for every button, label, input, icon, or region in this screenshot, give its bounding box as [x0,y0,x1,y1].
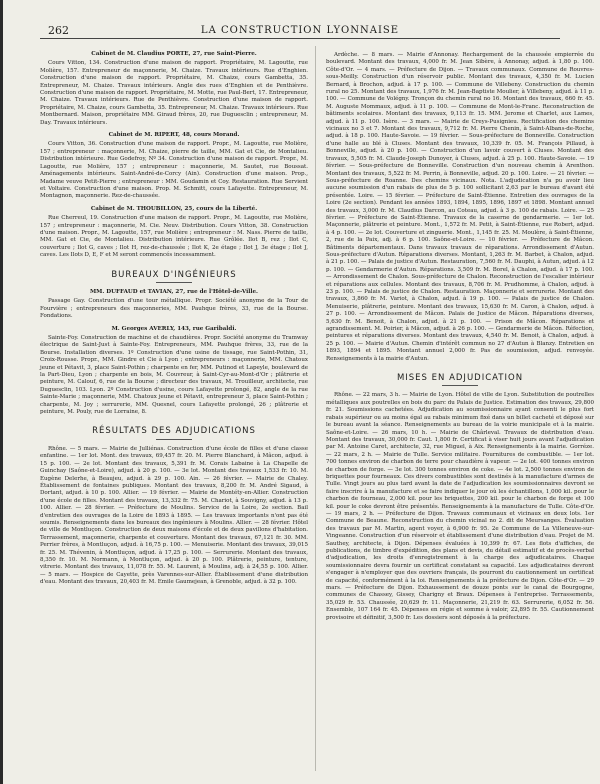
office-heading: M. Georges AVERLY, 143, rue Garibaldi. [111,325,237,332]
results-entries: Rhône. — 5 mars. — Mairie de Julliénas. Construction d'une école de filles et d'une classe enfantine. — 1er lot. Mont. des travaux, 69,457 fr. 20. M. Pierre Blanchard, à Mâcon, adjud. à 15 p. 100. — 2e lot. Montant des travaux, 5,391 fr. M. Corais Labaine à La Chapelle de Guinchay (Saône-et-Loire), adjud. à 20 p. 100. — 3e lot. Montant des travaux 1,533 fr. 10. M. Eugène Delerhe, à Beaujeu, adjud. à 29 p. 100. Ain. — 26 février. — Mairie de Chaley. Établissement de fontaines publiques. Montant des travaux, 8,200 fr. M. André Sigaud, à Dortant, adjud. à 10 p. 100. Allier. — 19 février. — Mairie de Montéty-en-Allier. Construction d'une école de filles. Montant des travaux, 13,332 fr. 75. M. Chariot, à Souvigny, adjud. à 13 p. 100. Allier. — 28 février. — Préfecture de Moulins. Service de la Loire, 2e section. Bail d'entretien des ouvrages de la Loire de 1893 à 1895. — Les travaux importants n'ont pas été soumis. Renseignements dans les bureaux des ingénieurs à Moulins. Allier. — 28 février. Hôtel de ville de Montluçon. Construction de deux maisons d'école et de deux pavillons d'habitation. Terrassement, maçonnerie, charpente et couverture. Montant des travaux, 67,121 fr. 30. MM. Perrier frères, à Montluçon, adjud. à 16,75 p. 100. — Menuiserie. Montant des travaux, 39,015 fr. 25. M. Thévenin, à Montluçon, adjud. à 17,25 p. 100. — Serrurerie. Montant des travaux, 8,350 fr. 10. M. Normann, à Montluçon, adjud. à 20 p. 100. Plâtrerie, peinture, tenture, vitrerie. Montant des travaux, 11,078 fr. 55. M. Laurent, à Moulins, adj. à 24,55 p. 100. Allier. — 5 mars. — Hospice de Cayette, près Varennes-sur-Allier. Établissement d'une distribution d'eau. Montant des travaux, 20,403 fr. M. Emile Gaumejean, à Grenoble, adjud. à 32 p. 100. [40,445,308,586]
office-heading: Cabinet de M. Claudius PORTE, 27, rue Saint-Pierre. [91,51,257,57]
section-title-engineers: BUREAUX D'INGÉNIEURS [111,269,237,280]
office-heading: Cabinet de M. THOUBILLON, 25, cours de la Liberté. [90,205,258,212]
left-column [40,46,308,587]
tender-entries: Rhône. — 22 mars, 3 h. — Mairie de Lyon. Hôtel de ville de Lyon. Substitution de poutrelles métalliques aux poutrelles en bois du parc du Palais de Justice. Estimation des travaux, 29,800 fr. 21. Soumissions cachetées. Adjudication au soumissionnaire ayant consenti le plus fort rabais supérieur ou au moins égal au rabais minimum fixé dans un billet cacheté et déposé sur le bureau avant la séance. Renseignements au bureau de la voirie municipale et à la mairie. Saône-et-Loire. — 26 mars, 10 h. — Mairie de Chârleval. Travaux de distribution d'eau. Montant des travaux, 30,000 fr. Caut. 1,800 fr. Certificat à viser huit jours avant l'adjudication par M. Antoine Caret, architecte, 32, rue Miguel, à Aix. Renseignements à la mairie. Gorréze. — 22 mars, 2 h. — Mairie de Tulle. Service militaire. Fournitures de combustible. — 1er lot. 700 tonnes environ de charbon de terre pour chaudière à vapeur. — 2e lot. 400 tonnes environ de charbon de forge. — 3e lot. 300 tonnes environ de coke. — 4e lot. 2,500 tonnes environ de briquettes pour fourneaux. Ces divers combustibles sont destinés à la manufacture d'armes de Tulle. Vingt jours au plus tard avant la date de l'adjudication les soumissionnaires devront se faire inscrire à la manufacture et se faire indiquer le jour où les échantillons, 1,000 kil. pour le charbon de fourneau, 2,000 kil. pour les briquettes, 200 kil. pour le charbon de forge et 100 kil. pour le coke devront être présentés. Renseignements à la manufacture de Tulle. Côte-d'Or. — 19 mars, 2 h. — Préfecture de Dijon. Travaux communaux et vicinaux en deux lots. 1er Commune de Beaune. Reconstruction du chemin vicinal no 2. dit de Meursanges. Évaluation des travaux par M. Martin, agent voyer, à 6,900 fr. 95. 2e Commune de La Villeneuve-sur-Vingeanne. Construction d'un réservoir et établissement d'une distribution d'eau. Projet de M. Sauthey, architecte, à Dijon. Dépenses évaluées à 10,399 fr. 67. Les flots d'affiches, de publications, de timbre d'expédition, des plans et devis, du détail estimatif et de procès-verbal d'adjudication, les droits d'enregistrement à la charge des adjudicataires. Chaque soumissionnaire devra fournir un certificat constatant sa capacité. Les adjudicataires devront s'engager à n'employer que des ouvriers français, ils pourront du cautionnement un certificat de capacité, conformément à la loi. Renseignements à la préfecture de Dijon. Côte-d'Or. — 29 mars. — Préfecture de Dijon. Exhaussement de douze ponts sur le canal de Bourgogne, communes de Chassey, Gissey, Charigny et Braux. Dépenses à l'entreprise. Terrassements, 35,029 fr. 53. Chaussée, 20,629 fr. 11. Maçonnerie, 21,219 fr. 63. Serrurerie, 6,052 fr. 56. Ensemble, 107 164 fr. 45. Dépenses en régie et somme à valoir, 22,895 fr. 55. Cautionnement provisoire et définitif, 3,500 fr. Les dossiers sont déposés à la préfecture. [326,392,594,621]
section-rule [156,439,192,440]
office-entries: Sainte-Foy. Construction de machine et de chaudières. Propr. Société anonyme du Tramway électrique de Saint-Just à Sainte-Foy. Entrepreneurs, MM. Pauhque frères, 33, rue de la Bourse. Installation diverses. 1º Construction d'une usine de tissage, rue Saint-Pothin, 31, Croix-Rousse. Propr., MM. Gindre et Cie à Lyon ; entrepreneurs : maçonnerie, MM. Chatoux jeune et Pétavit, 3, place Saint-Pothin ; charpente en fer, MM. Putinod et Lapeyle, boulevard de la Part-Dieu, Lyon ; charpente en bois, M. Couvreur, à Saint-Cyr-au-Mont-d'Or ; plâtrerie et peinture, M. Calouf, 6, rue de la Bourse ; directeur des travaux, M. Trouilleur, architecte, rue Duguesclin, 103. Lyon. 2º Construction d'usine, cours Lafayette prolongé, 82, angle de la rue Sainte-Marie ; maçonnerie, MM. Chatoux jeune et Pétavit, entrepreneur 3, place Saint-Pothin ; charpente, M. Joy ; serrurerie, MM. Quesnel, cours Lafayette prolongé, 26 ; plâtrerie et peinture, M. Pouly, rue de Lorraine, 8. [40,335,308,416]
office-entries: Cours Vitton, 36. Construction d'une maison de rapport. Propr., M. Lagoutte, rue Molière, 157 ; entrepreneur : maçonnerie, M. Chaize, pierre de taille, MM. Gat et Cie, de Montalieu. Distribution intérieure. Rue Godefroy, Nº 34. Construction d'une maison de rapport. Propr., M. Lagoutte, rue Molière, 157 ; entrepreneur : maçonnerie, M. Sautet, rue Boussat. Aménagements intérieurs. Saint-André-de-Corcy (Ain). Construction d'une maison. Prop., Madame veuve Petit-Pierre ; entrepreneur : MM. Goudamin et Coy. Restauration. Rue Servient et Voltaire. Construction d'une maison. Prop. M. Schmitt, cours Lafayette. Entrepreneur, M. Montagnon, maçonnerie. Rez-de-chaussée. [40,141,308,200]
section-rule [156,282,192,283]
binding-edge [0,0,3,784]
office-entries: Rue Cherreul, 19. Construction d'une maison de rapport. Propr., M. Lagoutte, rue Molière, 157 ; entrepreneur : maçonnerie, M. Cie. Neuv. Distribution. Cours Vitton, 38. Construction d'une maison. Propr., M. Lagoutte, 157, rue Molière ; entrepreneur : M. Nass. Pierre de taille, MM. Gat et Cie, de Montalieu. Distribution intérieure. Rue Grôlée. Ilot B, rez ; Ilot C, couverture ; Ilot G, caves ; Ilot H, rez-de-chaussée ; Ilot K, 2e étage ; Ilot J, 3e étage ; Ilot J, caves. Les Ilots D, E, F et M seront commencés incessamment. [40,215,308,259]
running-header [40,18,560,39]
office-entries: Cours Vitton, 134. Construction d'une maison de rapport. Propriétaire, M. Lagoutte, rue Molière, 157. Entrepreneur de maçonnerie, M. Chaize. Travaux intérieurs. Rue d'Enghien. Construction d'une maison de rapport. Propriétaire, M. Chaize, cours Gambetta, 35. Entrepreneur, M. Chaize. Travaux intérieurs. Angle des rues d'Enghien et de Penthièvre. Construction d'une maison de rapport. Propriétaire, M. Motte, rue Paul-Bert, 17. Entrepreneur, M. Chaize. Travaux intérieurs. Rue de Penthièvre. Construction d'une maison de rapport. Propriétaire, M. Chaize, cours Gambetta, 35. Entrepreneur, M. Chaize. Travaux intérieurs. Rue Montbernard. Maison, propriétaire MM. Giraud frères, 20, rue Duguesclin ; entrepreneur, M. Day. Travaux intérieurs. [40,60,308,126]
results-entries: Ardèche. — 8 mars. — Mairie d'Annonay. Rechargement de la chaussée empierrée du boulevard. Montant des travaux, 4,000 fr. M. Jean Sibère, à Annonay, adjud. à 1,80 p. 100. Côte-d'Or. — 4 mars. — Préfecture de Dijon. — Travaux communaux. Commune de Rouvres-sous-Meilly. Construction d'un réservoir public. Montant des travaux, 4,350 fr. M. Lucien Bernard, à Brochon, adjud. à 17 p. 100. — Commune de Villebeny. Construction du chemin rural no 25. Montant des travaux, 1,976 fr. M. Jean-Baptiste Moulier, à Villebeny, adjud. à 11 p. 100. — Commune de Volégny. Tronçon du chemin rural no 16. Montant des travaux, 660 fr. 45. M. Auguste Mommaux, adjud. à 11 p. 100. — Commune de Mont-le-Franc. Reconstruction de bâtiments scolaires. Montant des travaux, 9,113 fr. 15. MM. Jerome et Charlet, aux Lames, adjud. à 11 p. 100. Isère. — 3 mars. — Mairie de Creys-Pusignieu. Rectification des chemins vicinaux no 3 et 7. Montant des travaux, 9,712 fr. M. Pierre Chenin, à Saint-Albans-de-Roche, adjud. à 18 p. 100. Haute-Savoie. — 19 février. — Sous-préfecture de Bonneville. Construction d'une halle au blé à Cluses. Montant des travaux, 10,339 fr. 05. M. François Pillaud, à Bonneville, adjud. à 20 p. 100. — Construction d'un lavoir couvert à Cluses. Montant des travaux, 5,505 fr. M. Claude-Joseph Dunoyer, à Cluses, adjud. à 25 p. 100. Haute-Savoie. — 19 février. — Sous-préfecture de Bonneville. Construction d'un nouveau chemin à Arenthon. Montant des travaux, 5,522 fr. M. Perrin, à Bonneville, adjud. 20 p. 100. Loire. — 21 février. — Sous-préfecture de Roanne. Des chemins vicinaux. Nota. L'adjudication n'a pu avoir lieu aucune soumission d'un rabais de plus de 5 p. 100 sollicitant 2,63 par le bureau d'avant été présentée. Loire. — 15 février. — Préfecture de Saint-Étienne. Entretien des ouvrages de la Loire (2e section). Pendant les années 1893, 1894, 1895, 1896, 1897 et 1898. Montant annuel des travaux, 3,000 fr. M. Claudius Darcon, au Coteau, adjud. à 3 p. 100 de rabais. Loire. — 25 février. — Préfecture de Saint-Étienne. Travaux de la caserne de gendarmerie. — 1er lot. Maçonnerie, plâtrerie et peinture. Mont., 1,572 fr. M. Petit, à Saint-Étienne, rue Robert, adjud. à 4 p. 100. — 2e lot. Couverture et zinguerie. Mont., 1,145 fr. 25. M. Moulère, à Saint-Étienne, 2, rue de la Paix, adj. à 6 p. 100. Saône-et-Loire. — 10 février. — Préfecture de Mâcon. Bâtiments départementaux. Dans travaux travaux de réparations. Arrondissement d'Autun. Sous-préfecture d'Autun. Réparations diverses. Montant, 1,263 fr. M. Barbet, à Chalon, adjud. à 21 p. 100. — Palais de justice d'Autun. Restauration, 7,560 fr. M. Dauphi, à Autun, adjud. à 12 p. 100. — Gendarmerie d'Autun. Réparations. 3,509 fr. M. Borel, à Chalon, adjud. à 17 p. 100. — Arrondissement de Chalon. Sous-préfecture de Chalon. Reconstruction de l'escalier intérieur et réparations aux cellules. Montant des travaux, 8,706 fr. M. Prudhomme, à Chalon, adjud. à 23 p. 100. — Palais de justice de Chalon. Restauration. Maçonnerie et serrurerie. Montant des travaux, 3,860 fr. M. Variot, à Chalon, adjud. à 19 p. 100. — Palais de justice de Chalon. Menuiserie, plâtrerie, peinture. Montant des travaux, 15,630 fr. M. Caron, à Chalon, adjud. à 27 p. 100. — Arrondissement de Mâcon. Palais de Justice de Mâcon. Réparations diverses, 5,630 fr. M. Benoit, à Chalon, adjud. à 21 p. 100. — Prison de Mâcon. Réparations et agrandissement. M. Poirier, à Mâcon, adjud. à 26 p. 100. — Gendarmerie de Mâcon. Réfection, peintures et réparations diverses. Montant des travaux, 4,540 fr. M. Benoit, à Chalon, adjud. à 25 p. 100. — Mairie d'Autun. Chemin d'intérêt commun no 27 d'Autun à Blanzy. Entretien en 1893, 1894 et 1895. Montant annuel 2,000 fr. Pas de soumission, adjud. renvoyée. Renseignements à la mairie d'Autun. [326,52,594,362]
column-divider [315,46,316,771]
section-title-results: RÉSULTATS DES ADJUDICATIONS [92,426,256,437]
journal-title: LA CONSTRUCTION LYONNAISE [200,25,400,36]
page-number: 262 [48,24,69,37]
office-heading: MM. DUFFAUD et TAVIAN, 27, rue de l'Hôtel-de-Ville. [89,288,259,295]
section-title-tenders: MISES EN ADJUDICATION [396,373,524,384]
section-rule [442,385,478,386]
office-heading: Cabinet de M. RIPERT, 48, cours Morand. [108,132,240,139]
right-column [326,52,594,622]
office-entries: Passage Gay. Construction d'une tour métallique. Propr. Société anonyme de la Tour de Fourvière ; entrepreneurs des maçonneries, MM. Pauhque frères, 33, rue de la Bourse. Fondations. [40,298,308,320]
